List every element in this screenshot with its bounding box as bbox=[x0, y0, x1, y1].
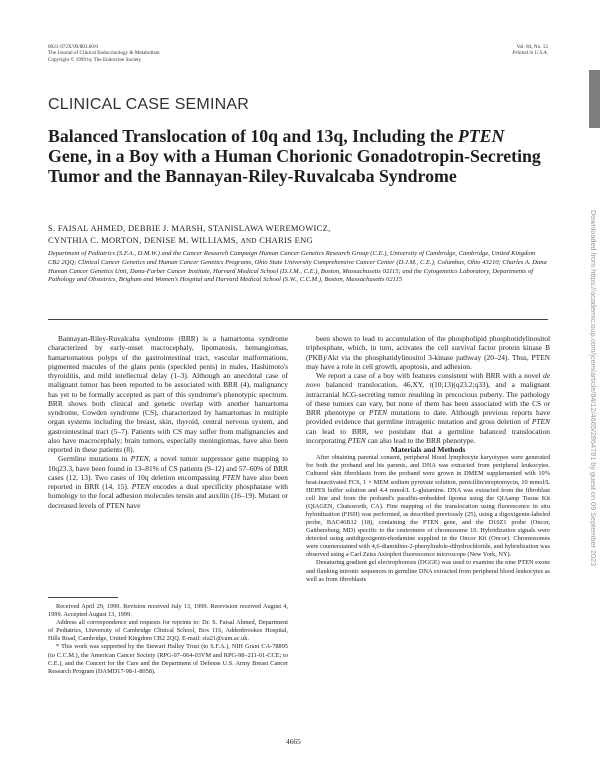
footnote-received: Received April 29, 1999. Revision received July 13, 1999. Rerevision received August 4, 1999. Accepted August 13, 1999. bbox=[48, 603, 288, 619]
author-line-2 bbox=[48, 234, 548, 247]
printed-line: Printed in U.S.A. bbox=[512, 50, 548, 57]
text-run: encodes a dual specificity phosphatase with homology to the focal adhesion molecules tensin and auxilin (16–19). Mutant or decreased levels of PTEN have bbox=[48, 482, 288, 510]
author-list bbox=[48, 222, 548, 247]
gene-name: PTEN bbox=[369, 408, 388, 417]
intro-paragraph-1: Bannayan-Riley-Ruvalcaba syndrome (BRR) is a hamartoma syndrome characterized by early-onset macrocephaly, lipomatosis, hemangiomas, hamartomatous polyps of the gastrointestinal tract, vascular malformations, pigmented macules of the glans penis (speckled penis) in males, Hashimoto's thyroiditis, and mild intellectual delay (1–3). Although an anecdotal case of malignant tumor has been reported to be associated with BRR (4), malignancy has yet to be formally accepted as part of this syndrome's phenotypic spectrum. BRR shows both clinical and genetic overlap with another hamartoma syndrome, Cowden syndrome (CS), characterized by hamartomas in multiple organ systems including the breast, skin, thyroid, central nervous system, and gastrointestinal tract (5–7). Patients with CS may suffer from malignancies and also have macrocephaly; brain tumors, especially meningiomas, have also been reported in these patients (8). bbox=[48, 334, 288, 454]
page-number: 4665 bbox=[286, 737, 301, 746]
text-run: can lead to BRR, we postulate that a germline balanced translocation incorporating bbox=[306, 426, 550, 445]
intro-paragraph-3: been shown to lead to accumulation of the phospholipid phosphotidylinositol triphosphate, which, in turn, activates the cell survival factor protein kinase B (PKB)/Akt via the phosphatidylinositol 3-kinase pathway (20–24). Thus, PTEN may have a role in cell growth, apoptosis, and adhesion. bbox=[306, 334, 550, 371]
author-and: AND bbox=[240, 237, 257, 245]
gene-name: PTEN bbox=[347, 435, 366, 445]
journal-header-left bbox=[48, 44, 160, 63]
footnote-divider bbox=[48, 597, 118, 598]
text-run: , a novel tumor suppressor gene mapping to 10q23.3, have been found in 13–81% of CS patients (9–12) and 57–60% of BRR cases (12, 13). Two cases of 10q deletion encompassing bbox=[48, 454, 289, 482]
gene-name: PTEN bbox=[222, 472, 241, 482]
footnotes bbox=[48, 603, 288, 676]
footnote-support: * This work was supported by the Stewart Halley Trust (to S.F.A.), NIH Grant CA-78895 (to C.C.M.), the American Cancer Society (RPG-97–064-03VM and RPG-98–211-01-CCE; to C.E.), and the Concert for the Cure and the Department of Defense U.S. Army Breast Cancer Research Program (DAMD17-98-1-8058). bbox=[48, 643, 288, 675]
intro-paragraph-4 bbox=[306, 371, 550, 445]
title-gene: PTEN bbox=[457, 126, 505, 146]
gene-name: PTEN bbox=[531, 417, 550, 427]
intro-paragraph-2 bbox=[48, 454, 288, 510]
methods-paragraph-1: After obtaining parental consent, peripheral blood lymphocyte karyotypes were generated for both the proband and his parents, and DNA was extracted from peripheral leukocytes. Cultured skin fibroblasts from the proband were grown in DMEM supplemented with 10% heat-inactivated FCS, 1 × MEM sodium pyruvate solution, penicillin/streptomycin, 10 mmol/L HEPES buffer solution and 4.4 mmol/L L-glutamine. DNA was extracted from the fibroblast cell line and from the proband's paraffin-embedded lipoma using the QIAamp Tissue Kit (QIAGEN, Chatsworth, CA). Fine mapping of the translocation using fluorescence in situ hybridization (FISH) was performed, as described previously (25), using a digoxigenin-labeled probe, BAC46B12 (18), containing the PTEN gene, and the D10Z1 probe (Oncor, Gaithersburg, MD) specific to the centromere of chromosome 10. Hybridization signals were detected using antidigoxigenin-rhodamine supplied in the Oncor Kit (Oncor). Chromosomes were counterstained with 4,6-diamidino-2-phenylindole-dihydrochloride, and hybridization was observed using a Carl Zeiss Axiophot fluorescence microscope (New York, NY). bbox=[306, 454, 550, 559]
right-column bbox=[306, 334, 550, 584]
text-run: have also been reported in BRR (14, 15). bbox=[48, 472, 288, 491]
methods-paragraph-2: Denaturing gradient gel electrophoresis (DGGE) was used to examine the nine PTEN exons and flanking intronic sequences in germline DNA extracted from peripheral blood leukocytes as well as from fibroblasts bbox=[306, 559, 550, 583]
left-column bbox=[48, 334, 288, 510]
section-label: CLINICAL CASE SEMINAR bbox=[48, 96, 249, 113]
download-watermark: Downloaded from https://academic.oup.com/jcem/article/84/12/4665/2864781 by guest on 09 September 2023 bbox=[589, 210, 598, 567]
side-tab-marker bbox=[589, 70, 600, 128]
title-part-1: Balanced Translocation of 10q and 13q, Including the bbox=[48, 126, 454, 146]
abstract-divider bbox=[48, 319, 548, 320]
author-line-2a: CYNTHIA C. MORTON, DENISE M. WILLIAMS, bbox=[48, 235, 239, 245]
gene-name: PTEN bbox=[130, 454, 149, 464]
text-run: balanced translocation, 46,XY, t(10;13)(q23.2;q33), and a malignant intracranial hCG-secreting tumor resulting in precocious puberty. The pathology of these tumors can vary, but none of them has been associated with the CS or BRR phenotype or bbox=[306, 380, 550, 417]
text-run: mutations to date. Although previous reports have provided evidence that germline intragenic mutation and gross deletion of bbox=[306, 408, 550, 427]
affiliations: Department of Pediatrics (S.F.A., D.M.W.) and the Cancer Research Campaign Human Cancer Genetics Research Group (C.E.), University of Cambridge, Cambridge, United Kingdom CB2 2QQ; Clinical Cancer Genetics and Human Cancer Genetics Programs, Ohio State University Comprehensive Cancer Center (D.J.M., C.E.), Columbus, Ohio 43210; Charles A. Dana Human Cancer Genetics Unit, Dana-Farber Cancer Institute, Harvard Medical School (D.J.M., C.E.), Boston, Massachusetts 02115; and the Cytogenetics Laboratory, Departments of Pathology and Obstetrics, Brigham and Women's Hospital and Harvard Medical School (S.W., C.C.M.), Boston, Massachusetts 02115 bbox=[48, 250, 547, 284]
gene-name: PTEN bbox=[131, 482, 150, 491]
article-title bbox=[48, 126, 548, 186]
emphasis-term: de novo bbox=[306, 371, 550, 390]
methods-heading: Materials and Methods bbox=[390, 445, 466, 454]
author-line-1: S. FAISAL AHMED, DEBBIE J. MARSH, STANISLAWA WEREMOWICZ, bbox=[48, 223, 331, 233]
text-run: Germline mutations in bbox=[58, 454, 131, 464]
copyright-line: Copyright © 1999 by The Endocrine Society bbox=[48, 56, 142, 63]
text-run: can also lead to the BRR phenotype. bbox=[365, 435, 476, 445]
volume-line: Vol. 84, No. 12 bbox=[516, 44, 548, 50]
footnote-address: Address all correspondence and requests for reprints to: Dr. S. Faisal Ahmed, Department of Pediatrics, University of Cambridge Clinical School, Box 116, Addenbrookes Hospital, Hills Road, Cambridge, United Kingdom CB2 2QQ. E-mail: sfa21@cam.ac.uk. bbox=[48, 619, 288, 643]
author-line-2b: CHARIS ENG bbox=[259, 235, 313, 245]
journal-header-right bbox=[512, 44, 548, 57]
issn-line: 0021-972X/99/$03.00/0 bbox=[48, 44, 99, 50]
journal-name-line: The Journal of Clinical Endocrinology & Metabolism bbox=[48, 50, 160, 57]
title-part-2: Gene, in a Boy with a Human Chorionic Gonadotropin-Secreting Tumor and the Bannayan-Riley-Ruvalcaba Syndrome bbox=[48, 146, 541, 186]
text-run: We report a case of a boy with features consistent with BRR with a novel bbox=[316, 371, 544, 380]
